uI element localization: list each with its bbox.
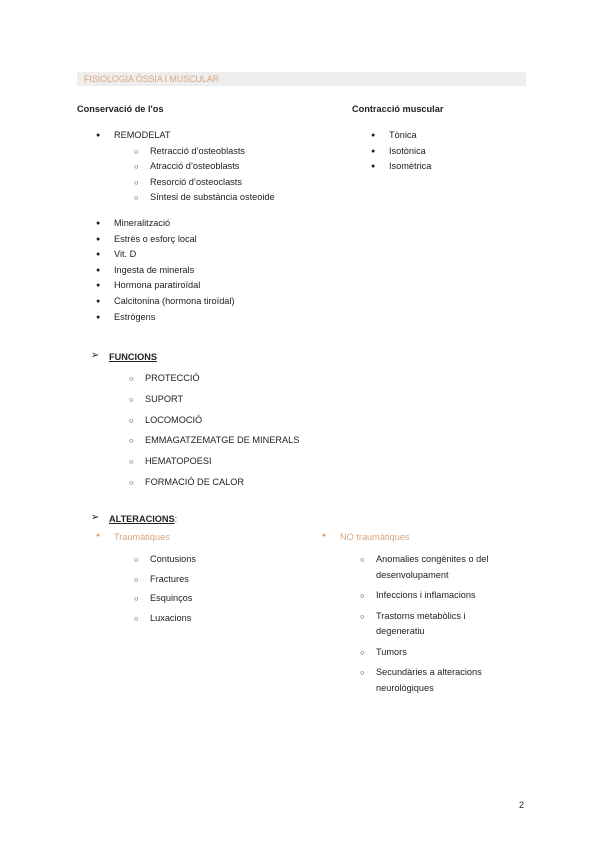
list-item-text: SUPORT — [145, 393, 184, 404]
bullet-icon: ● — [371, 132, 376, 139]
list-item — [96, 294, 235, 310]
no-traumatiques-items — [360, 552, 526, 701]
list-item — [96, 216, 235, 232]
circle-bullet-icon: ○ — [129, 436, 134, 446]
list-item-text: HEMATOPOESI — [145, 456, 212, 467]
list-item-text: Contusions — [150, 554, 196, 564]
list-item-text: Atracció d’osteoblasts — [150, 161, 240, 172]
list-item — [360, 609, 526, 640]
list-item-text: FORMACIÓ DE CALOR — [145, 476, 245, 487]
list-item-text-line: Trastorns metabòlics i — [376, 610, 466, 621]
bullet-icon: ● — [322, 532, 327, 539]
list-item-text: Luxacions — [150, 612, 192, 623]
list-item-text-line: Anomalies congènites o del — [376, 554, 489, 564]
list-item — [134, 591, 196, 611]
list-item — [371, 128, 431, 144]
list-item-text: Ingesta de minerals — [114, 264, 195, 275]
list-item — [360, 552, 526, 583]
circle-bullet-icon: ○ — [134, 146, 139, 156]
list-item — [134, 611, 196, 631]
bullet-icon: ● — [96, 266, 101, 274]
list-item — [134, 572, 196, 592]
list-item-text: Vit. D — [114, 249, 137, 260]
bullet-icon: ● — [96, 297, 101, 305]
circle-bullet-icon: ○ — [360, 668, 365, 677]
no-traumatiques-label-wrap — [322, 532, 410, 542]
list-item — [129, 475, 299, 496]
circle-bullet-icon: ○ — [129, 394, 134, 404]
bullet-icon: ● — [96, 132, 101, 139]
list-item-text-line: Secundàries a alteracions — [376, 667, 482, 677]
arrow-icon: ➢ — [91, 350, 100, 361]
list-item-text: Isotònica — [389, 145, 426, 156]
bullet-icon: ● — [96, 532, 101, 539]
remodelat-subitems — [134, 144, 275, 206]
bullet-icon: ● — [96, 313, 101, 321]
list-item-text: Síntesi de substància osteoide — [150, 192, 275, 203]
circle-bullet-icon: ○ — [360, 555, 365, 564]
list-item — [96, 247, 235, 263]
circle-bullet-icon: ○ — [129, 477, 134, 487]
list-item-text: Estrès o esforç local — [114, 233, 197, 244]
list-item — [96, 232, 235, 248]
list-item-text: Esquinços — [150, 593, 193, 603]
circle-bullet-icon: ○ — [360, 611, 365, 621]
list-item-text-line: Tumors — [376, 646, 407, 657]
circle-bullet-icon: ○ — [129, 374, 134, 383]
funcions-items — [129, 371, 300, 496]
list-item — [134, 159, 275, 175]
bullet-icon: ● — [96, 220, 101, 227]
circle-bullet-icon: ○ — [134, 555, 139, 564]
circle-bullet-icon: ○ — [134, 574, 139, 584]
list-item-text: PROTECCIÓ — [145, 373, 200, 383]
list-item — [129, 433, 300, 454]
list-item — [129, 454, 299, 475]
remodelat-label: REMODELAT — [114, 130, 171, 140]
no-traumatiques-label: NO traumàtiques — [340, 532, 410, 542]
left-column-items — [96, 216, 235, 325]
list-item-text: Calcitonina (hormona tiroïdal) — [114, 295, 235, 306]
list-item-text: Mineralització — [114, 218, 171, 228]
list-item-text: Hormona paratiroïdal — [114, 280, 201, 291]
list-item-text-line: Infeccions i inflamacions — [376, 590, 476, 600]
list-item-text: LOCOMOCIÓ — [145, 414, 203, 425]
list-item — [371, 159, 432, 175]
alteracions-heading-wrap — [109, 514, 177, 524]
list-item-text-line: desenvolupament — [376, 569, 449, 580]
list-item — [134, 175, 275, 191]
circle-bullet-icon: ○ — [134, 193, 139, 203]
left-column-title: Conservació de l'os — [77, 104, 164, 114]
bullet-icon: ● — [96, 282, 101, 290]
list-item — [360, 665, 526, 696]
list-item-text: Fractures — [150, 573, 189, 584]
list-item — [360, 588, 526, 604]
list-item — [371, 144, 431, 160]
circle-bullet-icon: ○ — [134, 162, 139, 172]
bullet-icon: ● — [96, 251, 101, 259]
remodelat-block — [96, 128, 171, 144]
circle-bullet-icon: ○ — [360, 647, 365, 657]
traumatiques-label: Traumàtiques — [114, 532, 170, 542]
alteracions-heading: ALTERACIONS — [109, 514, 175, 524]
list-item — [134, 552, 196, 572]
list-item — [96, 278, 235, 294]
list-item-text-line: degeneratiu — [376, 626, 425, 636]
list-item — [129, 371, 299, 392]
list-item — [96, 263, 235, 279]
list-item — [96, 310, 235, 326]
circle-bullet-icon: ○ — [129, 415, 134, 425]
list-item — [96, 128, 171, 144]
circle-bullet-icon: ○ — [360, 591, 365, 600]
circle-bullet-icon: ○ — [129, 457, 134, 467]
list-item — [129, 413, 299, 434]
bullet-icon: ● — [371, 147, 376, 155]
list-item-text: Estrògens — [114, 311, 156, 322]
list-item-text: Resorció d’osteoclasts — [150, 176, 242, 187]
circle-bullet-icon: ○ — [134, 177, 139, 187]
bullet-icon: ● — [371, 163, 376, 171]
list-item — [134, 144, 275, 160]
list-item — [360, 645, 526, 661]
right-column-items — [371, 128, 432, 175]
right-column-title: Contracció muscular — [352, 104, 444, 114]
page-number: 2 — [519, 800, 525, 810]
list-item-text: Isomètrica — [389, 161, 432, 172]
list-item — [129, 392, 299, 413]
list-item-text: Retracció d’osteoblasts — [150, 145, 245, 156]
traumatiques-label-wrap — [96, 532, 170, 542]
circle-bullet-icon: ○ — [134, 594, 139, 603]
arrow-icon: ➢ — [91, 512, 100, 523]
list-item-text: Tònica — [389, 130, 417, 140]
section-header-title: FISIOLOGIA ÒSSIA I MUSCULAR — [84, 74, 219, 84]
traumatiques-items — [134, 552, 196, 630]
bullet-icon: ● — [96, 235, 101, 243]
list-item-text: EMMAGATZEMATGE DE MINERALS — [145, 435, 300, 446]
list-item-text-line: neurològiques — [376, 682, 434, 693]
list-item — [134, 190, 275, 206]
circle-bullet-icon: ○ — [134, 613, 139, 623]
funcions-heading: FUNCIONS — [109, 352, 157, 362]
alteracions-suffix: : — [174, 514, 178, 524]
